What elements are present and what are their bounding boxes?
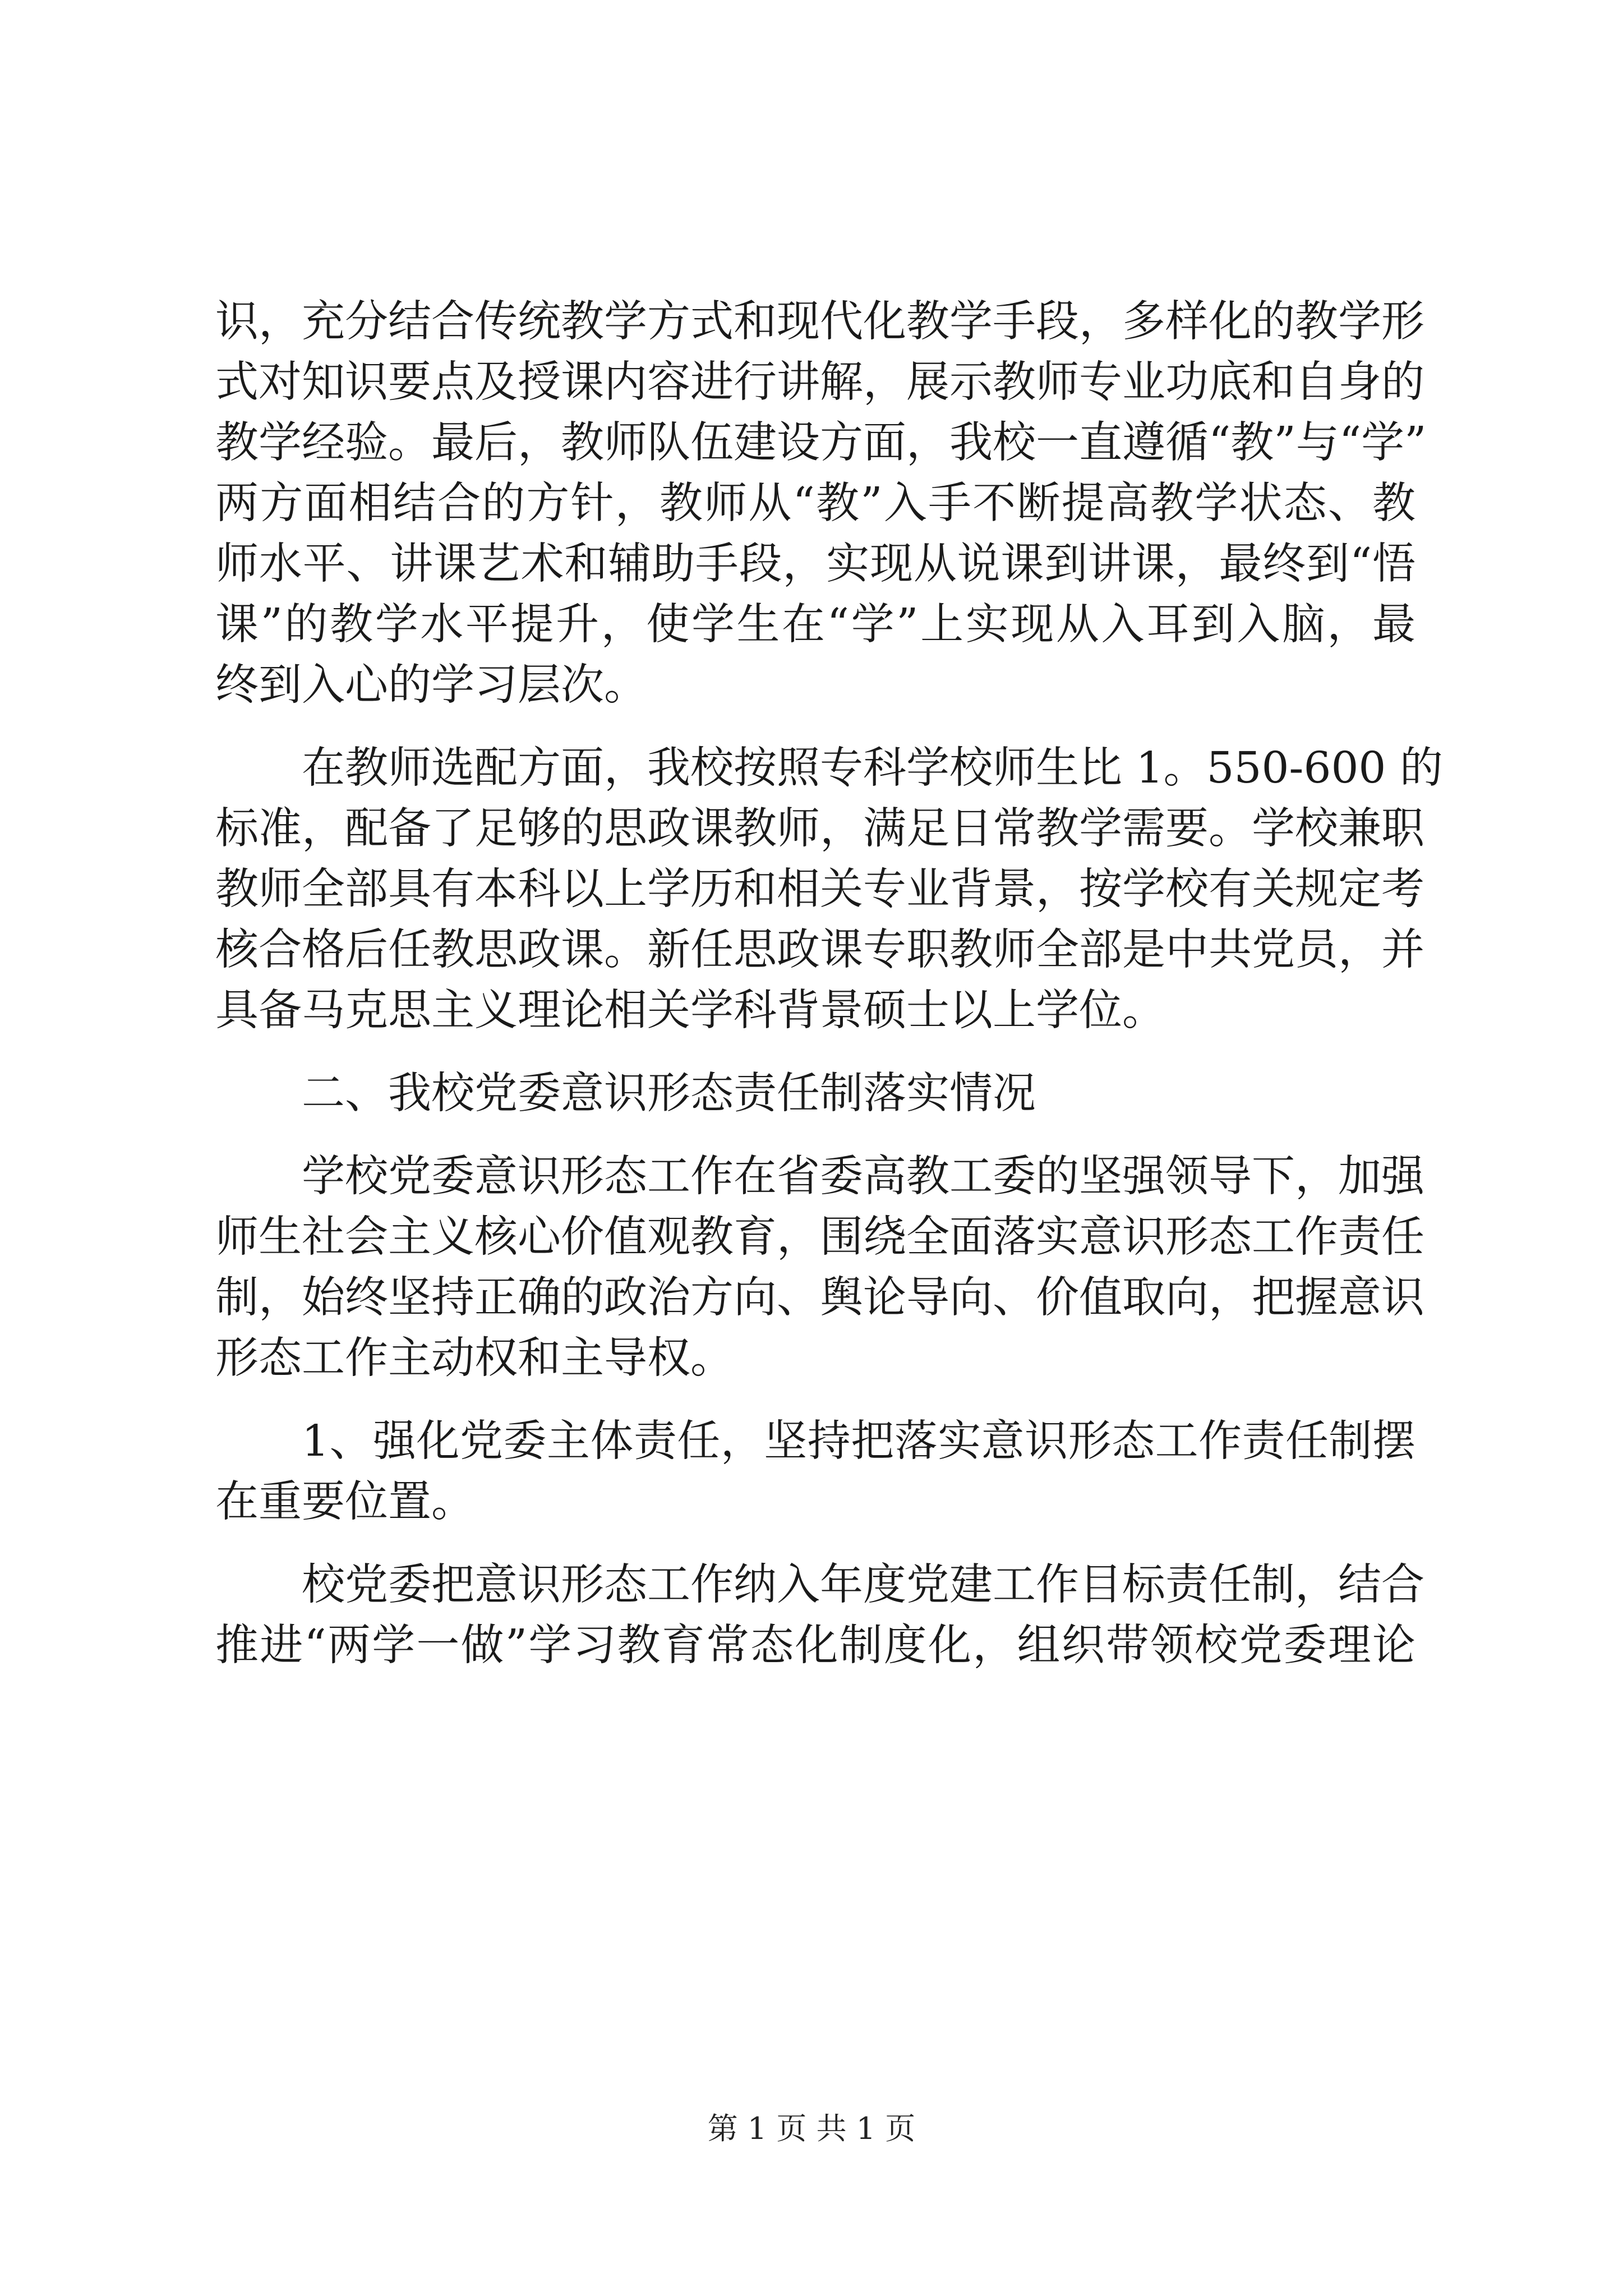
paragraph	[215, 1411, 1415, 1533]
text-line: 推进“两学一做”学习教育常态化制度化，组织带领校党委理论	[215, 1621, 1415, 1671]
text-line: 识，充分结合传统教学方式和现代化教学手段，多样化的教学形	[215, 297, 1424, 347]
text-line: 师水平、讲课艺术和辅助手段，实现从说课到讲课，最终到“悟	[215, 539, 1415, 589]
text-line: 标准，配备了足够的思政课教师，满足日常教学需要。学校兼职	[215, 804, 1424, 854]
paragraph	[215, 1555, 1424, 1676]
paragraph	[215, 292, 1427, 716]
text-line: 终到入心的学习层次。	[215, 660, 647, 710]
paragraph	[215, 738, 1443, 1041]
text-line: 学校党委意识形态工作在省委高教工委的坚强领导下，加强	[302, 1152, 1424, 1202]
text-line: 二、我校党委意识形态责任制落实情况	[302, 1069, 1036, 1119]
text-line: 校党委把意识形态工作纳入年度党建工作目标责任制，结合	[302, 1560, 1424, 1610]
text-line: 在重要位置。	[215, 1477, 474, 1527]
text-line: 形态工作主动权和主导权。	[215, 1333, 734, 1383]
section-heading	[215, 1064, 1415, 1124]
text-line: 师生社会主义核心价值观教育，围绕全面落实意识形态工作责任	[215, 1212, 1424, 1262]
text-line: 课”的教学水平提升，使学生在“学”上实现从入耳到入脑，最	[215, 600, 1415, 650]
text-line: 具备马克思主义理论相关学科背景硕士以上学位。	[215, 986, 1165, 1036]
document-body	[215, 292, 1443, 1676]
text-line: 在教师选配方面，我校按照专科学校师生比 1。550-600 的	[302, 743, 1443, 793]
text-line: 教学经验。最后，教师队伍建设方面，我校一直遵循“教”与“学”	[215, 418, 1427, 468]
paragraph	[215, 1147, 1424, 1389]
text-line: 教师全部具有本科以上学历和相关专业背景，按学校有关规定考	[215, 864, 1424, 914]
text-line: 核合格后任教思政课。新任思政课专职教师全部是中共党员，并	[215, 925, 1424, 975]
page-footer: 第 1 页 共 1 页	[707, 2111, 916, 2146]
text-line: 1、强化党委主体责任，坚持把落实意识形态工作责任制摆	[302, 1416, 1415, 1466]
text-line: 两方面相结合的方针，教师从“教”入手不断提高教学状态、教	[215, 478, 1415, 528]
text-line: 制，始终坚持正确的政治方向、舆论导向、价值取向，把握意识	[215, 1273, 1424, 1323]
text-line: 式对知识要点及授课内容进行讲解，展示教师专业功底和自身的	[215, 357, 1424, 407]
